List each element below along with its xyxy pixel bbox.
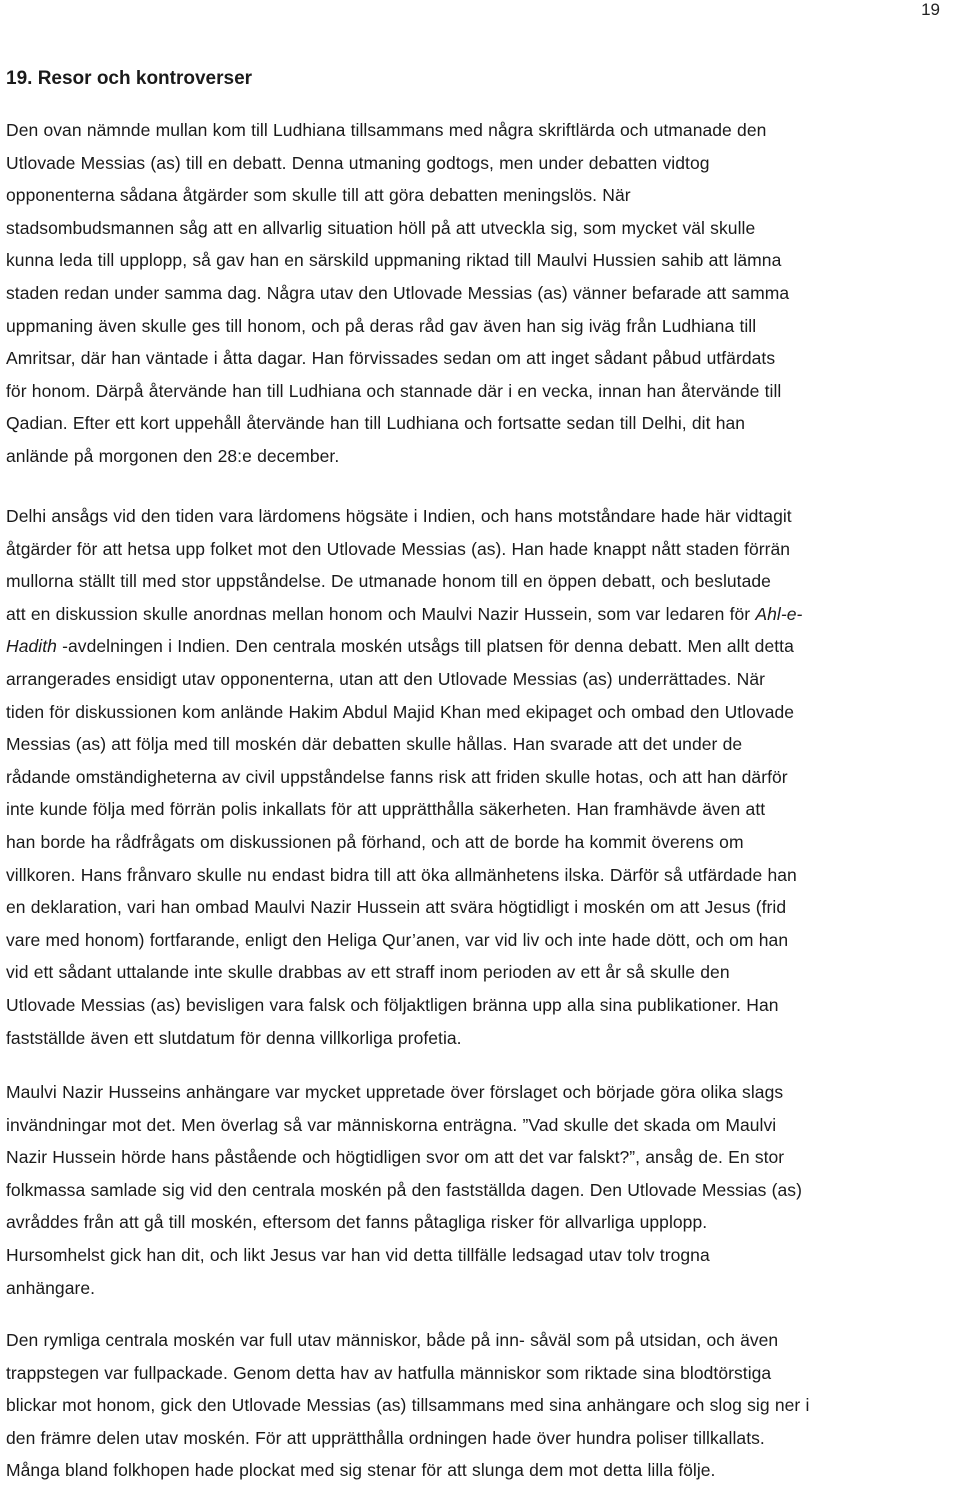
text-line: vid ett sådant uttalande inte skulle drabbas av ett straff inom perioden av ett år så skulle den: [6, 962, 730, 983]
text-line: [6, 630, 956, 663]
text-segment: att en diskussion skulle anordnas mellan honom och Maulvi Nazir Hussein, som var ledaren för: [6, 603, 756, 624]
paragraph-1: [6, 114, 956, 473]
text-line: folkmassa samlade sig vid den centrala moskén på den fastställda dagen. Den Utlovade Messias (as): [6, 1179, 802, 1200]
text-line: villkoren. Hans frånvaro skulle nu endast bidra till att öka allmänhetens ilska. Därför så utfärdade han: [6, 864, 797, 885]
text-line: invändningar mot det. Men överlag så var människorna enträgna. ”Vad skulle det skada om Maulvi: [6, 1114, 777, 1135]
text-line: åtgärder för att hetsa upp folket mot den Utlovade Messias (as). Han hade knappt nått staden förrän: [6, 538, 791, 559]
paragraph-3: [6, 1076, 956, 1304]
text-line: [6, 598, 956, 631]
text-line: Många bland folkhopen hade plockat med sig stenar för att slunga dem mot detta lilla följe.: [6, 1460, 716, 1481]
text-line: arrangerades ensidigt utav opponenterna, utan att den Utlovade Messias (as) underrättades. När: [6, 668, 766, 689]
text-line: Delhi ansågs vid den tiden vara lärdomens högsäte i Indien, och hans motståndare hade här vidtagit: [6, 506, 792, 526]
text-line: Den rymliga centrala moskén var full utav människor, både på inn- såväl som på utsidan, och även: [6, 1330, 779, 1350]
text-line: Hursomhelst gick han dit, och likt Jesus var han vid detta tillfälle ledsagad utav tolv trogna: [6, 1244, 710, 1265]
text-line: en deklaration, vari han ombad Maulvi Nazir Hussein att svära högtidligt i moskén om att Jesus (frid: [6, 897, 787, 918]
text-line: Nazir Hussein hörde hans påstående och högtidligen svor om att det var falskt?”, ansåg de. En stor: [6, 1147, 785, 1168]
text-line: mullorna ställt till med stor uppståndelse. De utmanade honom till en öppen debatt, och beslutade: [6, 571, 771, 592]
text-line: inte kunde följa med förrän polis inkallats för att upprätthålla säkerheten. Han framhävde även att: [6, 799, 766, 820]
text-line: den främre delen utav moskén. För att upprätthålla ordningen hade över hundra poliser tillkallats.: [6, 1427, 765, 1448]
text-line: Den ovan nämnde mullan kom till Ludhiana tillsammans med några skriftlärda och utmanade den: [6, 120, 767, 140]
text-line: Amritsar, där han väntade i åtta dagar. Han förvissades sedan om att inget sådant påbud utfärdats: [6, 348, 776, 369]
text-line: rådande omständigheterna av civil uppståndelse fanns risk att friden skulle hotas, och att han därför: [6, 766, 788, 787]
section-heading: 19. Resor och kontroverser: [6, 68, 253, 89]
italic-term: Hadith: [6, 636, 57, 657]
text-line: blickar mot honom, gick den Utlovade Messias (as) tillsammans med sina anhängare och slog sig ner i: [6, 1395, 810, 1416]
text-segment: -avdelningen i Indien. Den centrala moskén utsågs till platsen för denna debatt. Men allt detta: [56, 636, 794, 657]
text-line: opponenterna sådana åtgärder som skulle till att göra debatten meningslös. När: [6, 185, 631, 206]
text-line: anhängare.: [6, 1277, 96, 1298]
text-line: stadsombudsmannen såg att en allvarlig situation höll på att utveckla sig, som mycket väl skulle: [6, 217, 756, 238]
text-line: kunna leda till upplopp, så gav han en särskild uppmaning riktad till Maulvi Hussien sahib att lämna: [6, 250, 782, 271]
text-line: Qadian. Efter ett kort uppehåll återvände han till Ludhiana och fortsatte sedan till Delhi, dit han: [6, 413, 746, 434]
text-line: anlände på morgonen den 28:e december.: [6, 445, 340, 466]
text-line: Messias (as) att följa med till moskén där debatten skulle hållas. Han svarade att det under de: [6, 734, 743, 755]
text-line: trappstegen var fullpackade. Genom detta hav av hatfulla människor som riktade sina blodtörstiga: [6, 1362, 772, 1383]
text-line: Utlovade Messias (as) bevisligen vara falsk och följaktligen bränna upp alla sina publikationer. Han: [6, 994, 779, 1015]
text-line: tiden för diskussionen kom anlände Hakim Abdul Majid Khan med ekipaget och ombad den Utlovade: [6, 701, 795, 722]
text-line: han borde ha rådfrågats om diskussionen på förhand, och att de borde ha kommit överens om: [6, 831, 744, 852]
page-number: 19: [921, 0, 940, 19]
text-line: fastställde även ett slutdatum för denna villkorliga profetia.: [6, 1027, 462, 1048]
paragraph-4: [6, 1324, 956, 1487]
text-line: staden redan under samma dag. Några utav den Utlovade Messias (as) vänner befarade att samma: [6, 282, 790, 303]
italic-term: Ahl-e-: [755, 603, 803, 624]
paragraph-2: [6, 500, 956, 1054]
text-line: uppmaning även skulle ges till honom, och på deras råd gav även han sig iväg från Ludhiana till: [6, 315, 757, 336]
text-line: Maulvi Nazir Husseins anhängare var mycket uppretade över förslaget och började göra olika slags: [6, 1082, 784, 1102]
text-line: vare med honom) fortfarande, enligt den Heliga Qur’anen, var vid liv och inte hade dött, och om han: [6, 929, 789, 950]
text-line: avråddes från att gå till moskén, eftersom det fanns påtagliga risker för allvarliga upplopp.: [6, 1212, 708, 1233]
text-line: Utlovade Messias (as) till en debatt. Denna utmaning godtogs, men under debatten vidtog: [6, 152, 710, 173]
text-line: för honom. Därpå återvände han till Ludhiana och stannade där i en vecka, innan han återvände till: [6, 380, 782, 401]
